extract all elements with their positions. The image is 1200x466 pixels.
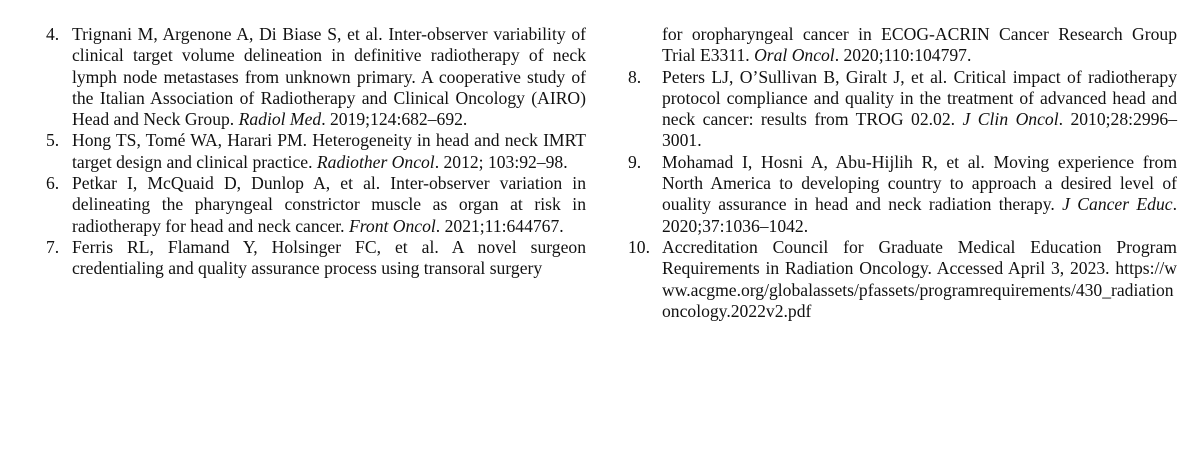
reference-number: 5.: [46, 130, 60, 151]
reference-number: 10.: [628, 236, 650, 257]
journal-name: J Cancer Educ: [1062, 194, 1173, 215]
reference-number: 7.: [46, 236, 60, 257]
reference-text: [662, 152, 1177, 237]
reference-body: Ferris RL, Flamand Y, Holsinger FC, et al. A novel surgeon credentialing and quality assurance process using transoral surgery: [72, 236, 586, 279]
reference-number: 9.: [628, 151, 642, 172]
reference-citation: . 2020;110:104797.: [834, 45, 972, 66]
reference-body: Petkar I, McQuaid D, Dunlop A, et al. Inter-observer variation in delineating the pharyngeal constrictor muscle as organ at risk in radiotherapy for head and neck cancer.: [72, 173, 586, 236]
journal-name: Oral Oncol: [754, 45, 835, 66]
references-column-left: [46, 24, 586, 280]
reference-number: 6.: [46, 173, 60, 194]
reference-url-link[interactable]: https://www.acgme.org/globalassets/pfassets/programrequirements/430_radiationoncology.2022v2.pdf: [662, 258, 1177, 321]
reference-text: [72, 24, 586, 130]
reference-item-4: [46, 24, 586, 130]
reference-citation: . 2020;37:1036–1042.: [662, 194, 1177, 236]
journal-name: Radiother Oncol: [316, 151, 435, 172]
reference-body: for oropharyngeal cancer in ECOG-ACRIN Cancer Research Group Trial E3311.: [662, 24, 1177, 66]
reference-item-8: [628, 67, 1177, 152]
reference-body: Mohamad I, Hosni A, Abu-Hijlih R, et al. Moving experience from North America to developing country to approach a desired level of ouality assurance in head and neck radiation therapy.: [662, 151, 1177, 215]
reference-number: 8.: [628, 66, 642, 87]
reference-body: Peters LJ, O’Sullivan B, Giralt J, et al. Critical impact of radiotherapy protocol compliance and quality in the treatment of advanced head and neck cancer: results from TROG 02.02.: [662, 66, 1177, 130]
reference-text: [662, 67, 1177, 152]
reference-body: Hong TS, Tomé WA, Harari PM. Heterogeneity in head and neck IMRT target design and clinical practice.: [72, 130, 586, 172]
journal-name: Radiol Med: [238, 109, 322, 130]
reference-item-5: [46, 130, 586, 173]
reference-text: [72, 130, 586, 173]
reference-item-9: [628, 152, 1177, 237]
reference-citation: . 2012; 103:92–98.: [434, 151, 568, 172]
reference-text: [662, 237, 1177, 322]
reference-item-10: [628, 237, 1177, 322]
reference-number: 4.: [46, 24, 60, 44]
reference-text: [72, 237, 586, 280]
journal-name: Front Oncol: [348, 215, 436, 236]
journal-name: J Clin Oncol: [962, 109, 1059, 130]
reference-citation: . 2010;28:2996–3001.: [662, 109, 1178, 151]
reference-body: Trignani M, Argenone A, Di Biase S, et al. Inter-observer variability of clinical target volume delineation in definitive radiotherapy of neck lymph node metastases from unknown primary. A cooperative study of the Italian Association of Radiotherapy and Clinical Oncology (AIRO) Head and Neck Group.: [72, 24, 586, 130]
reference-text: [72, 173, 586, 237]
reference-item-6: [46, 173, 586, 237]
reference-citation: . 2021;11:644767.: [435, 215, 564, 236]
reference-item-7-continued: [628, 24, 1177, 67]
reference-citation: . 2019;124:682–692.: [321, 109, 468, 130]
reference-body: Accreditation Council for Graduate Medical Education Program Requirements in Radiation Oncology. Accessed April 3, 2023.: [662, 236, 1177, 279]
reference-text: [662, 24, 1177, 67]
references-column-right: [628, 24, 1177, 322]
reference-item-7: [46, 237, 586, 280]
